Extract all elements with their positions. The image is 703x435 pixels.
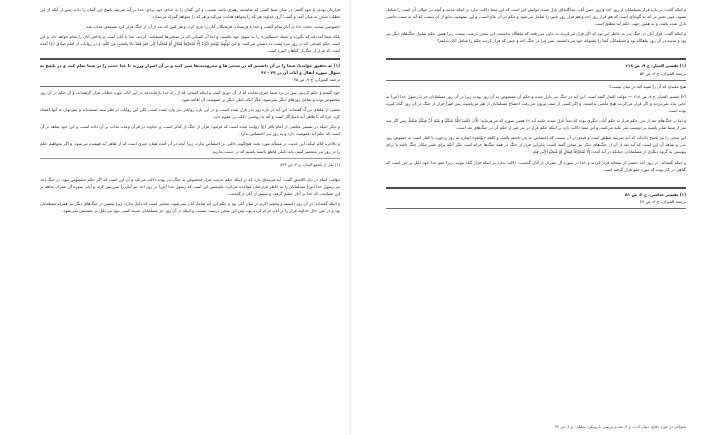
reference-line: ترجمه المیزان، ج ۹، ص ۷۵: [293, 76, 340, 82]
paragraph: (۲) تفسیر المنار، ج ۹، ص ۶۱۸ — مؤلف المنار گفته است: این آیه در جنگ بدر نازل شده و حکم آن مخصوص به آن روز بوده، زیرا در آن روز مسلمانان جز با رسول خدا (ص) به جایی پناه نمی‌بردند و اگر فرار می‌کردند هیچ مأمنی نداشتند، و اگر کسی از صف بیرون می‌رفت اجتماع مسلمانان از هم می‌پاشید، پس قهراً فرار از جنگ در آن روز گناه کبیره بوده است.: [386, 93, 686, 113]
reference-line: ترجمه المیزان، ج ۹، ص ۵۳: [639, 70, 686, 76]
reference-rule: [40, 58, 340, 60]
reference-heading: (۱) تفسیر عیاشی، ج ۲، ص ۵۱: [625, 191, 686, 197]
paragraph: و اینکه گفت: فرار آنان در جنگ بدر به خاطر این بود که اگر فرار می‌کردند به جایی می‌رفتند که پناهگاه نداشتند، این سخن درست نیست زیرا همین حکم شامل جنگ‌های دیگر نیز بود و مدینه در آن روز پناهگاه بود و مسلمانان آنجا را پشتوانه خود می‌دانستند، پس چرا در جنگ احد و حنین که فرار کردند حکم را شامل آنان ندانیم؟: [386, 31, 686, 44]
paragraph: خصوصی شدید، حجت خدا بر آنان تمام گشت و خدا با فرستادن فرشتگان آنان را یاری کرد، و هر کس که بعد از آن از جنگ فرار کرد مستحق عذاب شد.: [85, 24, 340, 30]
reference-line: ترجمه المیزان، ج ۹، ص ۷۷: [639, 198, 686, 204]
paragraph: و دیگر اینکه در تفسیر عیاشی از امام باقر (ع) روایت شده است که فرمود: فرار از جنگ از کبائر است، و خداوند در قرآن وعده عذاب بر آن داده است، و این خود شاهد بر آن است که حکم آیه عمومیت دارد و به روز بدر اختصاص ندارد.: [40, 124, 340, 137]
reference-rule: [40, 86, 340, 87]
left-page: [40, 6, 340, 430]
paragraph: و بالاخره کلام اینکه، این حدیث در مسأله مورد بحث هیچ‌گونه دلالتی بر اختصاص ندارد، زیرا آنچه در آن آمده همان چیزی است که از ظاهر آیه فهمیده می‌شود، و اگر بخواهیم حکم را در روز بدر منحصر کنیم، باید دلیلی قاطع داشته باشیم که در دست نداریم.: [40, 141, 340, 154]
paragraph: این سخن را نیز پاسخ داده‌اند که آیه شریفه مطلق است و قیدی در آن نیست که اختصاص به بدر داشته باشد، و کلمه «یَوْمَئِذٍ» اشاره به روز برخورد با کفار است نه خصوص روز بدر، و شاهد آن این است که آیه بعد از آن از جنگ‌های دیگر نیز سخن گفته است، بنابراین فرار از جنگ در همه جنگ‌ها حرام است مگر آنکه برای تغییر مکان جنگ باشد یا برای پیوستن به گروه دیگری از مسلمانان، چنانکه در آیه آمده: إِلَّا مُتَحَرِّفاً لِقِتَالٍ أَوْ مُتَحَيِّزاً إِلَى فِئَةٍ.: [386, 135, 686, 155]
paragraph: فرارتان بودم، با خود گفتم: در میان شما کسی که شایسته رهبری باشد نیست، و این گمان را به خدای خود بردم، خدا در آیه شریفه پاسخ این گمان را داده، پس از آنکه از این مطلب سخن به میان آمد، و گفت: آری خداوند هر که را بخواهد هدایت می‌کند و هر که را بخواهد گمراه می‌سازد.: [40, 7, 340, 20]
reference-heading: (۱) تفسیر المنار، ج ۹، ص ۶۱۸: [625, 63, 686, 69]
paragraph: بلکه شما آمده‌اید که بگیرید و جمله «سنگینی» را به سوی خود بکشید، و اما آن کسانی که در سختی‌ها استقامت کردند، خدا با آنان است و پاداش آنان را تمام خواهد داد، و این است حکم کسانی که در روز نبرد پشت به دشمن می‌کنند: وَ مَن یُوَلِّهِمْ یَوْمَئِذٍ دُبُرَهُ إِلَّا مُتَحَرِّفاً لِقِتَالٍ أَوْ مُتَحَيِّزاً إِلَى فِئَةٍ فَقَدْ بَاءَ بِغَضَبٍ مِنَ اللَّهِ، و در روایات از امام صادق (ع) آمده است که فرار از جنگ از گناهان کبیره است.: [40, 34, 340, 54]
page-gutter: [350, 0, 351, 435]
paragraph: خود گفتیم و حکم کردیم، پس در نزد شما چیزی نمانده که از آن دوری کنید، و اینکه کسانی که از راه خدا بازمانده‌اند در این آیات مورد خطاب قرار گرفته‌اند، و آن حکم در آن روز مخصوص بوده و شامل روزهای دیگر نمی‌شود، مگر آنکه دلیلی دیگر بر عمومیت آن اقامه شود.: [40, 89, 340, 102]
right-page: [386, 6, 686, 430]
paragraph: بعضی از علمای بزرگ گفته‌اند: این آیه در باره روز بدر نازل شده است، و در این باره روایاتی نیز وارد شده است، لکن این روایات از نظر سند ضعیف‌اند و نمی‌توان به آنها اعتماد کرد، چرا که با ظاهر آیه ناسازگار است و آیه به روشنی دلالت بر عموم دارد.: [40, 107, 340, 120]
reference-heading: (۱) نه تحقیق خواندیا، شما را بر آن داشتیم که در سختی‌ها و محرومیت‌ها صبر کنید و بر آن اصرار ورزید تا خدا حجت را بر شما تمام کند، و در پاسخ به سؤال سوره انفال و آیات آن در ۲۴ - ۴۶: [40, 62, 340, 75]
paragraph: و اینکه گفت: در باره قرار مسلمانان از روز احد و روز حنین آیات جداگانه‌ای نازل شده جوابش این است که این معنا دلالت ندارد بر اینکه مدینه و آنچه در حوالی آن است را شامل نشود، چون تعبیر در آیه به گونه‌ای است که هم فرار روز احد و هم فرار روز حنین را شامل می‌شود و حکم در آن عام است، و این عمومیت مانع از آن نیست که آیه به سبب خاصی نازل شده باشد، و به همین جهت حکم آیه مطلق است.: [386, 7, 686, 27]
reference-rule: [386, 80, 686, 81]
footnote-separator: [40, 158, 340, 159]
page-footer: تحولاتی در حوزه دفاع، دیوان ادب، ج ۹، نقد و بررسی با رویکرد تحلیلی، ج ۴، ص ۷۷: [555, 424, 686, 429]
reference-rule: [386, 58, 686, 60]
paragraph: هیچ مقیدی که آن را تقیید کند در میان نیست؟: [609, 83, 686, 89]
paragraph: و اینکه گفته‌اند: در آن روز دانسته و پیغمبر اکرم در میان آنان بود و حکم این آیه شامل آنان نمی‌شود، سخنی است که دلیل ندارد، زیرا پیغمبر در جنگ‌های دیگر نیز همراه مسلمانان بود و در عین حال خداوند فرار را بر آنان حرام کرده بود، پس این سخن درست نیست، و اینکه در آن روز جز مسلمانان مدینه کسی نبود نیز دلیل بر تخصیص نمی‌شود.: [40, 201, 340, 214]
paragraph: و اما در جنگ‌های بعد از بدر، حکم فرار به حکم آیات دیگری بوده که بعداً نازل شده، مانند آیه ۶۶ همین سوره که می‌فرماید: الْآنَ خَفَّفَ اللَّهُ عَنکُمْ وَ عَلِمَ أَنَّ فِیکُمْ ضَعْفاً، پس اگر صد نفر از شما صابر باشند بر دویست نفر غلبه می‌کنند، و این معنا دلالت دارد بر اینکه حکم فرار در بدر غیر از حکم آن در جنگ‌های بعد است.: [386, 118, 686, 131]
reference-rule: [386, 208, 686, 209]
reference-rule: [386, 187, 686, 189]
paragraph: مؤلف: اینکه در ذیل کلامش گفت: آیه قرینه‌ای دارد که بر اینکه حکم حرمت فرار مخصوص به جنگ بدر بوده دلالت می‌کند و آن این است که اگر حکم مخصوص نبود، در جنگ احد نیز رسول خدا (ص) مسلمانان را به خاطر فرارشان مؤاخذه می‌کرد، پاسخش این است که رسول خدا (ص) در روز احد نیز آنان را سرزنش کرد، و آیات سوره آل عمران شاهد بر این معناست که خدا بر آنان خشم گرفت و سپس از آنان درگذشت.: [40, 177, 340, 197]
paragraph: و اینکه گفته‌اند: در روز احد جمعی از صحابه فرار کردند و خدا در سوره آل عمران از آنان گذشت، دلالت ندارد بر اینکه فرار گناه نبوده، زیرا عفو خدا خود دلیل بر این است که گناهی در کار بوده که مورد عفو قرار گرفته است.: [386, 159, 686, 172]
footnote: (۱) نقل از مجمع البیان، ج ۴، ص ۵۳۴: [280, 161, 340, 167]
